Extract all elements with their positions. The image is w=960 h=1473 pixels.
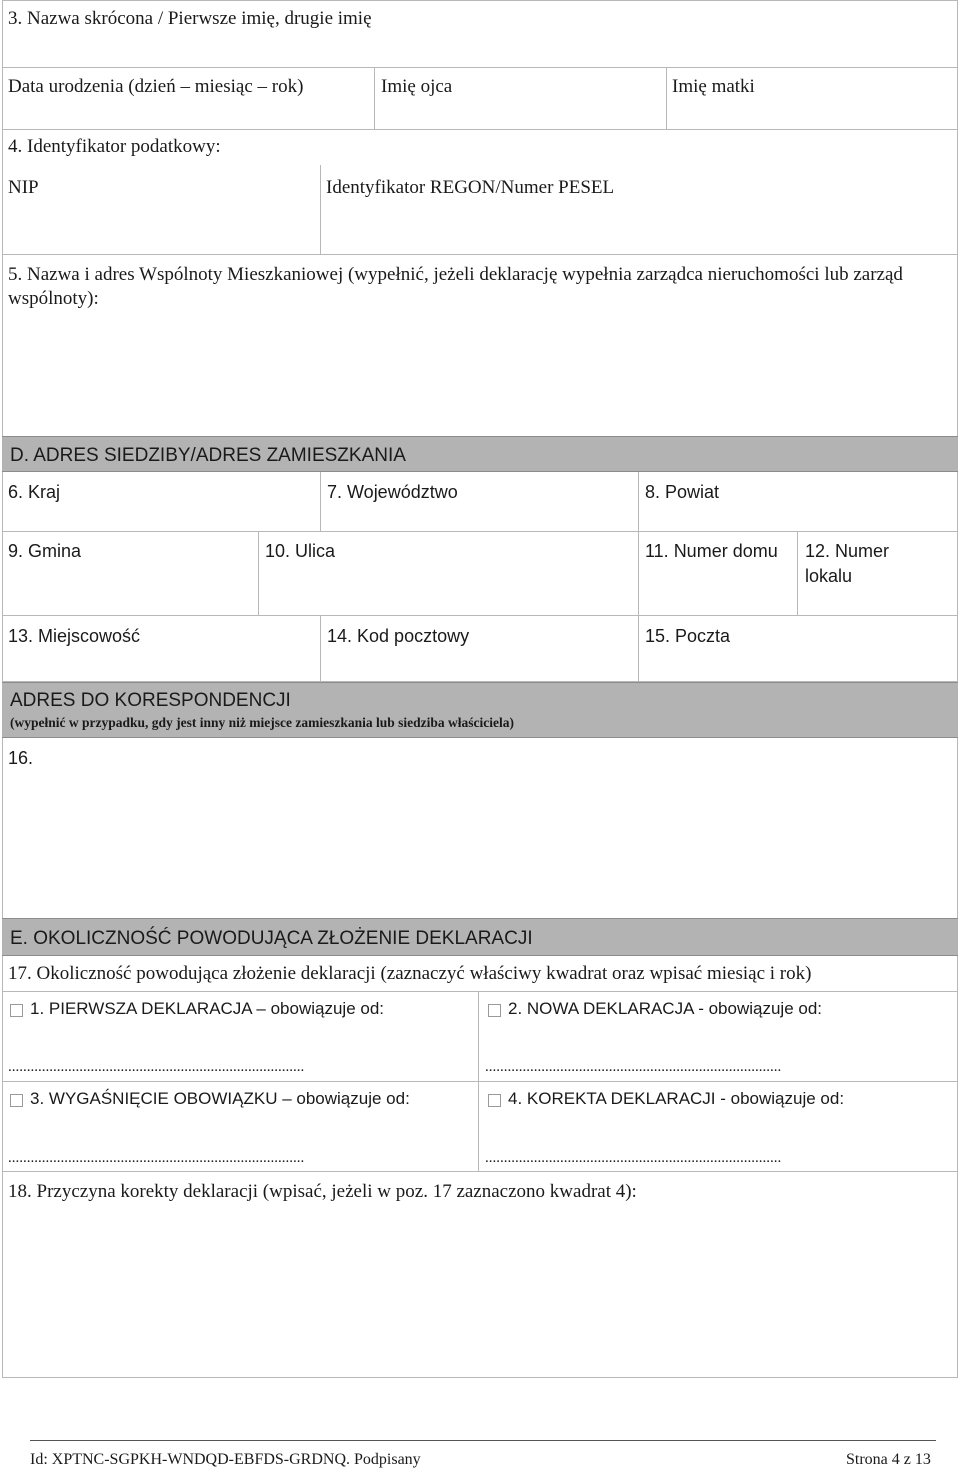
divider xyxy=(320,165,321,255)
divider xyxy=(797,532,798,616)
county-label: 8. Powiat xyxy=(645,482,720,502)
option-3-date-field[interactable]: ............................................................................... xyxy=(8,1150,305,1166)
option-2-checkbox[interactable] xyxy=(488,1004,501,1017)
correspondence-header xyxy=(2,682,958,738)
field-3-label: 3. Nazwa skrócona / Pierwsze imię, drugie imię xyxy=(8,8,372,29)
section-e-title: E. OKOLICZNOŚĆ POWODUJĄCA ZŁOŻENIE DEKLARACJI xyxy=(10,928,533,949)
divider xyxy=(666,68,667,130)
father-name-label: Imię ojca xyxy=(381,76,453,97)
field-16-label: 16. xyxy=(8,748,34,768)
option-4-date-field[interactable]: ............................................................................... xyxy=(485,1150,782,1166)
mother-name-label: Imię matki xyxy=(672,76,755,97)
section-d-title: D. ADRES SIEDZIBY/ADRES ZAMIESZKANIA xyxy=(10,445,406,466)
divider xyxy=(638,532,639,616)
option-1-checkbox[interactable] xyxy=(10,1004,23,1017)
post-office-label: 15. Poczta xyxy=(645,626,731,646)
option-4-checkbox[interactable] xyxy=(488,1094,501,1107)
option-3-checkbox[interactable] xyxy=(10,1094,23,1107)
page-number: Strona 4 z 13 xyxy=(846,1451,931,1468)
house-number-label: 11. Numer domu xyxy=(645,541,778,561)
voivodeship-label: 7. Województwo xyxy=(327,482,458,502)
option-2-date-field[interactable]: ............................................................................... xyxy=(485,1059,782,1075)
option-3-label: 3. WYGAŚNIĘCIE OBOWIĄZKU – obowiązuje od: xyxy=(30,1089,410,1108)
city-label: 13. Miejscowość xyxy=(8,626,141,646)
apartment-number-label: 12. Numer lokalu xyxy=(805,541,890,586)
field-18-label: 18. Przyczyna korekty deklaracji (wpisać, jeżeli w poz. 17 zaznaczono kwadrat 4): xyxy=(8,1181,637,1202)
d-row-3 xyxy=(2,616,958,682)
option-1-label: 1. PIERWSZA DEKLARACJA – obowiązuje od: xyxy=(30,999,385,1018)
country-label: 6. Kraj xyxy=(8,482,61,502)
option-4-label: 4. KOREKTA DEKLARACJI - obowiązuje od: xyxy=(508,1089,845,1108)
birth-date-label: Data urodzenia (dzień – miesiąc – rok) xyxy=(8,76,304,97)
option-1-date-field[interactable]: ............................................................................... xyxy=(8,1059,305,1075)
divider xyxy=(258,532,259,616)
street-label: 10. Ulica xyxy=(265,541,336,561)
nip-label: NIP xyxy=(8,177,39,198)
correspondence-subtitle: (wypełnić w przypadku, gdy jest inny niż miejsce zamieszkania lub siedziba właściciela) xyxy=(10,715,514,730)
municipality-label: 9. Gmina xyxy=(8,541,82,561)
section-d-header xyxy=(2,436,958,472)
section-e-header xyxy=(2,918,958,956)
document-id: Id: XPTNC-SGPKH-WNDQD-EBFDS-GRDNQ. Podpisany xyxy=(30,1451,421,1468)
d-row-1 xyxy=(2,472,958,532)
correspondence-title: ADRES DO KORESPONDENCJI xyxy=(10,690,291,711)
field-4-label: 4. Identyfikator podatkowy: xyxy=(8,136,221,157)
field-17-label: 17. Okoliczność powodująca złożenie deklaracji (zaznaczyć właściwy kwadrat oraz wpisać miesiąc i rok) xyxy=(8,963,812,984)
divider xyxy=(374,68,375,130)
divider xyxy=(638,472,639,532)
footer-rule xyxy=(30,1440,936,1441)
correction-reason-field[interactable] xyxy=(4,1210,954,1374)
divider xyxy=(320,616,321,682)
option-2-label: 2. NOWA DEKLARACJA - obowiązuje od: xyxy=(508,999,823,1018)
divider xyxy=(320,472,321,532)
divider xyxy=(638,616,639,682)
regon-label: Identyfikator REGON/Numer PESEL xyxy=(326,177,615,198)
field-5-label: 5. Nazwa i adres Wspólnoty Mieszkaniowej (wypełnić, jeżeli deklarację wypełnia zarządca nieruchomości lub zarząd wspólnoty): xyxy=(8,264,903,309)
postal-code-label: 14. Kod pocztowy xyxy=(327,626,470,646)
